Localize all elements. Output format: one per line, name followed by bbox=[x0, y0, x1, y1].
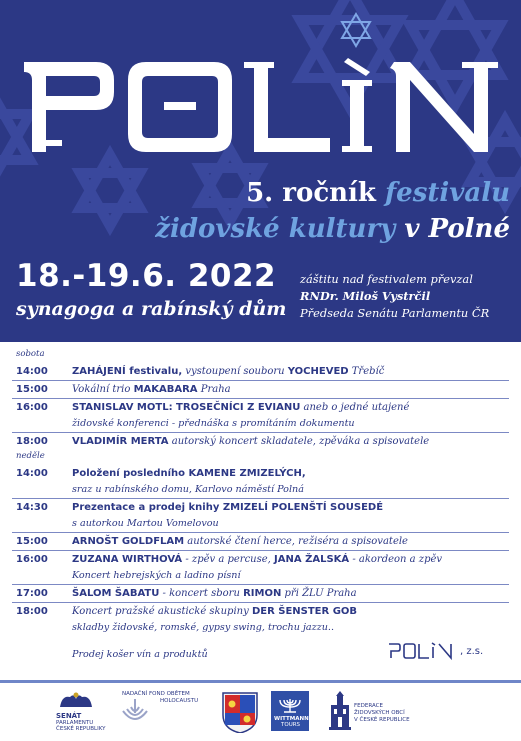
program-title: VLADIMÍR MERTA bbox=[72, 436, 169, 447]
program-subline: skladby židovské, romské, gypsy swing, trochu jazzu.. bbox=[72, 622, 335, 633]
region-coat-of-arms-icon bbox=[219, 691, 261, 733]
town-hall-icon bbox=[328, 691, 352, 731]
polin-small-wordmark-icon bbox=[387, 641, 457, 661]
program-time: 18:00 bbox=[16, 436, 48, 447]
program-time: 17:00 bbox=[16, 588, 48, 599]
candle-arcs-icon bbox=[120, 697, 150, 727]
program-desc: aneb o jedné utajené bbox=[300, 402, 410, 413]
partner-wittmann bbox=[271, 691, 315, 735]
program-desc: při ŽLU Praha bbox=[281, 588, 357, 599]
program-desc: Vokální trio bbox=[72, 384, 134, 395]
program-desc: - zpěv a percuse, bbox=[182, 554, 275, 565]
program-time: 18:00 bbox=[16, 606, 48, 617]
program-time: 15:00 bbox=[16, 536, 48, 547]
program-desc: - akordeon a zpěv bbox=[349, 554, 443, 565]
program-title: ZAHÁJENÍ festivalu, bbox=[72, 366, 183, 377]
edition-part2: festivalu bbox=[385, 178, 510, 208]
patronage-block bbox=[300, 271, 489, 322]
divider bbox=[12, 498, 509, 499]
patronage-line3: Předseda Senátu Parlamentu ČR bbox=[300, 306, 490, 320]
program-time: 14:00 bbox=[16, 366, 48, 377]
partners-footer bbox=[0, 680, 521, 741]
program-title: DER ŠENSTER GOB bbox=[251, 606, 358, 617]
federace-line2: ŽIDOVSKÝCH OBCÍ bbox=[354, 710, 405, 716]
program-desc: vystoupení souboru bbox=[182, 366, 288, 377]
divider bbox=[12, 584, 509, 585]
divider bbox=[12, 398, 509, 399]
nfoh-line2: HOLOCAUSTU bbox=[160, 698, 199, 704]
program-time: 14:00 bbox=[16, 468, 48, 479]
program-desc: Třebíč bbox=[348, 366, 385, 377]
program-title: YOCHEVED bbox=[287, 366, 349, 377]
federace-line3: V ČESKÉ REPUBLICE bbox=[354, 717, 410, 723]
program-title: RIMON bbox=[243, 588, 282, 599]
program-title: ZUZANA WIRTHOVÁ bbox=[72, 554, 183, 565]
program-title: Položení posledního KAMENE ZMIZELÝCH, bbox=[72, 468, 306, 479]
program-subline: Koncert hebrejských a ladino písní bbox=[72, 570, 241, 581]
program-desc: Koncert pražské akustické skupiny bbox=[72, 606, 252, 617]
day-label-saturday: sobota bbox=[16, 349, 45, 359]
program-desc: autorské čtení herce, režiséra a spisovatele bbox=[184, 536, 408, 547]
program-desc: autorský koncert skladatele, zpěváka a spisovatele bbox=[168, 436, 430, 447]
partner-nfoh bbox=[120, 691, 210, 735]
divider bbox=[12, 550, 509, 551]
festival-date: 18.-19.6. 2022 bbox=[16, 258, 277, 294]
program-title: JANA ŽALSKÁ bbox=[274, 554, 350, 565]
wittmann-line2: TOURS bbox=[281, 722, 301, 728]
program-title: ARNOŠT GOLDFLAM bbox=[72, 536, 185, 547]
wittmann-badge bbox=[271, 691, 309, 731]
patron-name: RNDr. Miloš Vystrčil bbox=[300, 289, 431, 303]
nfoh-line1: NADAČNÍ FOND OBĚTEM bbox=[122, 691, 190, 697]
edition-part3: židovské kultury bbox=[155, 214, 405, 244]
polin-logo bbox=[18, 52, 502, 160]
partner-senat bbox=[56, 691, 106, 735]
program-title: MAKABARA bbox=[133, 384, 198, 395]
program-section bbox=[0, 342, 521, 680]
polin-zs-logo bbox=[387, 641, 507, 663]
edition-part1: 5. ročník bbox=[246, 178, 385, 208]
senat-sub2: ČESKÉ REPUBLIKY bbox=[56, 726, 106, 732]
divider bbox=[12, 432, 509, 433]
senat-sub1: PARLAMENTU bbox=[56, 719, 94, 726]
menorah-icon bbox=[277, 697, 303, 713]
program-subline: s autorkou Martou Vomelovou bbox=[72, 518, 219, 529]
program-title: STANISLAV MOTL: TROSEČNÍCI Z EVIANU bbox=[72, 402, 301, 413]
program-title: ŠALOM ŠABATU bbox=[72, 588, 160, 599]
partner-region-crests bbox=[219, 691, 263, 735]
wittmann-line1: WITTMANN bbox=[274, 716, 309, 722]
day-label-sunday: neděle bbox=[16, 451, 45, 461]
polin-zs-suffix: , z.s. bbox=[460, 646, 484, 657]
program-desc: Praha bbox=[197, 384, 231, 395]
senat-name: SENÁT bbox=[56, 712, 82, 720]
program-time: 15:00 bbox=[16, 384, 48, 395]
program-subline: židovské konferenci - přednáška s promítáním dokumentu bbox=[72, 418, 355, 429]
patronage-line1: záštitu nad festivalem převzal bbox=[300, 272, 473, 286]
edition-part4: v Polné bbox=[404, 214, 510, 244]
program-title: Prezentace a prodej knihy ZMIZELÍ POLENŠTÍ SOUSEDÉ bbox=[72, 502, 384, 513]
partner-federace bbox=[328, 691, 410, 735]
federace-line1: FEDERACE bbox=[354, 703, 383, 709]
program-desc: - koncert sboru bbox=[159, 588, 244, 599]
program-time: 16:00 bbox=[16, 402, 48, 413]
program-time: 16:00 bbox=[16, 554, 48, 565]
divider bbox=[12, 380, 509, 381]
sales-note: Prodej košer vín a produktů bbox=[72, 649, 208, 660]
divider bbox=[12, 602, 509, 603]
program-subline: sraz u rabínského domu, Karlovo náměstí Polná bbox=[72, 484, 304, 495]
program-time: 14:30 bbox=[16, 502, 48, 513]
senat-lions-icon bbox=[56, 691, 96, 709]
divider bbox=[12, 532, 509, 533]
festival-venue: synagoga a rabínský dům bbox=[16, 298, 287, 320]
